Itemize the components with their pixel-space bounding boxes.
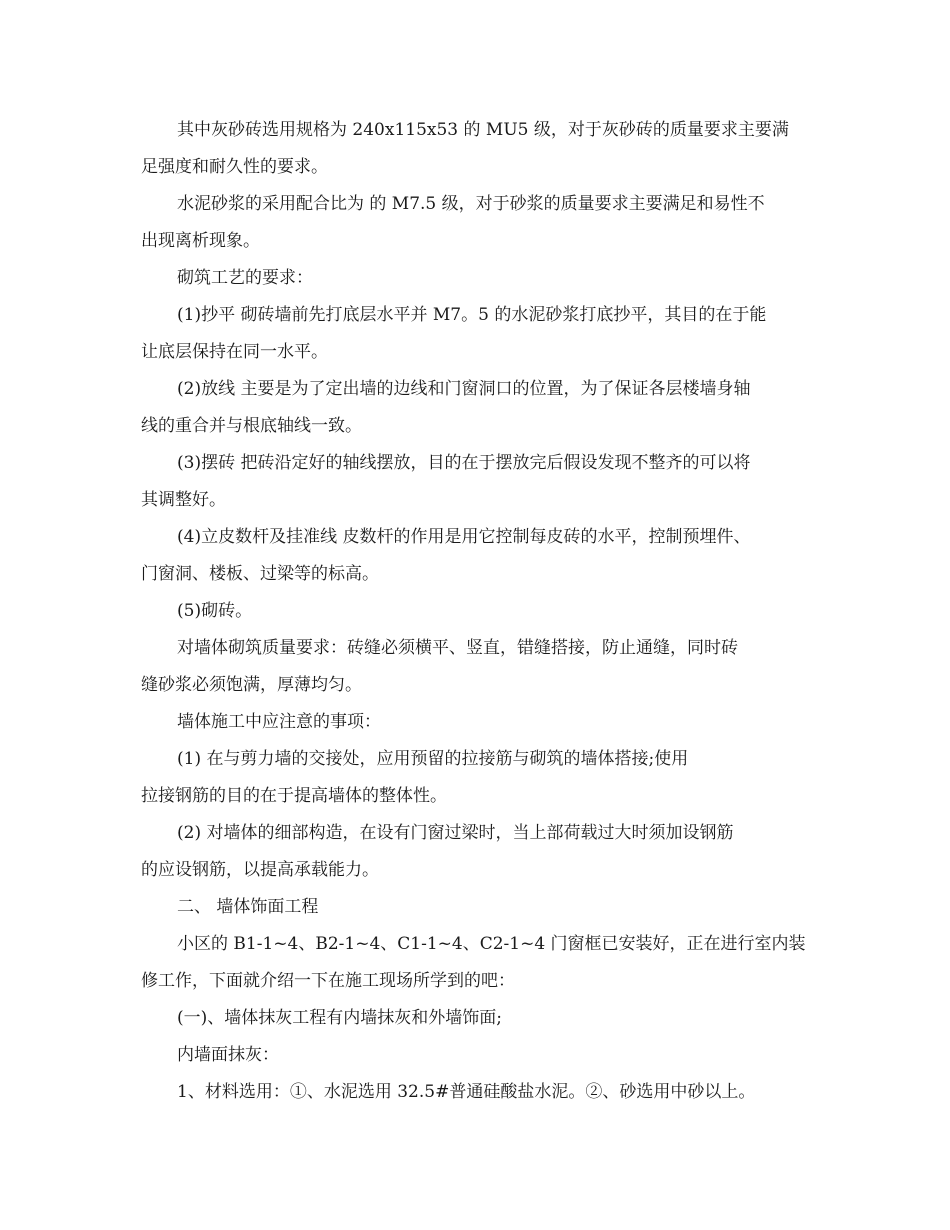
paragraph-plastering-overview: [141, 1000, 811, 1037]
text-line: 门窗洞、楼板、过梁等的标高。: [141, 564, 379, 584]
text-line: (5)砌砖。: [177, 601, 253, 621]
text-line: (2) 对墙体的细部构造，在设有门窗过梁时，当上部荷载过大时须加设钢筋: [177, 823, 734, 843]
text-line: (1)抄平 砌砖墙前先打底层水平并 M7。5 的水泥砂浆打底抄平，其目的在于能: [177, 305, 767, 325]
text-line: (4)立皮数杆及挂准线 皮数杆的作用是用它控制每皮砖的水平，控制预埋件、: [177, 527, 751, 547]
text-line: 小区的 B1-1~4、B2-1~4、C1-1~4、C2-1~4 门窗框已安装好，正在进行室内装: [177, 934, 806, 954]
text-line: 其中灰砂砖选用规格为 240x115x53 的 MU5 级，对于灰砂砖的质量要求主要满: [177, 120, 789, 140]
text-line: 拉接钢筋的目的在于提高墙体的整体性。: [141, 786, 447, 806]
section-heading-wall-finishing: [141, 889, 811, 926]
paragraph-step-brick-arrangement: [141, 445, 811, 519]
text-line: 对墙体砌筑质量要求：砖缝必须横平、竖直，错缝搭接，防止通缝，同时砖: [177, 638, 738, 658]
text-line: 修工作，下面就介绍一下在施工现场所学到的吧：: [141, 971, 515, 991]
text-line: (2)放线 主要是为了定出墙的边线和门窗洞口的位置，为了保证各层楼墙身轴: [177, 379, 751, 399]
paragraph-interior-plastering-heading: [141, 1037, 811, 1074]
paragraph-precaution-2: [141, 815, 811, 889]
paragraph-precaution-1: [141, 741, 811, 815]
paragraph-step-story-pole: [141, 519, 811, 593]
text-line: 其调整好。: [141, 490, 226, 510]
text-line: 水泥砂浆的采用配合比为 的 M7.5 级，对于砂浆的质量要求主要满足和易性不: [177, 194, 765, 214]
text-line: 出现离析现象。: [141, 231, 260, 251]
text-line: 墙体施工中应注意的事项：: [177, 712, 381, 732]
paragraph-precautions-heading: [141, 704, 811, 741]
paragraph-step-leveling: [141, 297, 811, 371]
text-line: 让底层保持在同一水平。: [141, 342, 328, 362]
paragraph-step-layout-lines: [141, 371, 811, 445]
text-line: 缝砂浆必须饱满，厚薄均匀。: [141, 675, 362, 695]
text-line: 1、材料选用：①、水泥选用 32.5#普通硅酸盐水泥。②、砂选用中砂以上。: [177, 1082, 756, 1102]
paragraph-cement-mortar: [141, 186, 811, 260]
text-line: 的应设钢筋，以提高承载能力。: [141, 860, 379, 880]
document-body: [141, 112, 811, 1111]
text-line: 线的重合并与根底轴线一致。: [141, 416, 362, 436]
text-line: 砌筑工艺的要求：: [177, 268, 313, 288]
text-line: (3)摆砖 把砖沿定好的轴线摆放，目的在于摆放完后假设发现不整齐的可以将: [177, 453, 751, 473]
text-line: (1) 在与剪力墙的交接处，应用预留的拉接筋与砌筑的墙体搭接;使用: [177, 749, 689, 769]
text-line: (一)、墙体抹灰工程有内墙抹灰和外墙饰面;: [177, 1008, 502, 1028]
paragraph-masonry-process-heading: [141, 260, 811, 297]
paragraph-step-bricklaying: [141, 593, 811, 630]
text-line: 二、 墙体饰面工程: [177, 897, 319, 917]
paragraph-material-selection: [141, 1074, 811, 1111]
text-line: 足强度和耐久性的要求。: [141, 157, 328, 177]
paragraph-site-status: [141, 926, 811, 1000]
text-line: 内墙面抹灰：: [177, 1045, 279, 1065]
paragraph-quality-requirements: [141, 630, 811, 704]
paragraph-sand-lime-brick: [141, 112, 811, 186]
